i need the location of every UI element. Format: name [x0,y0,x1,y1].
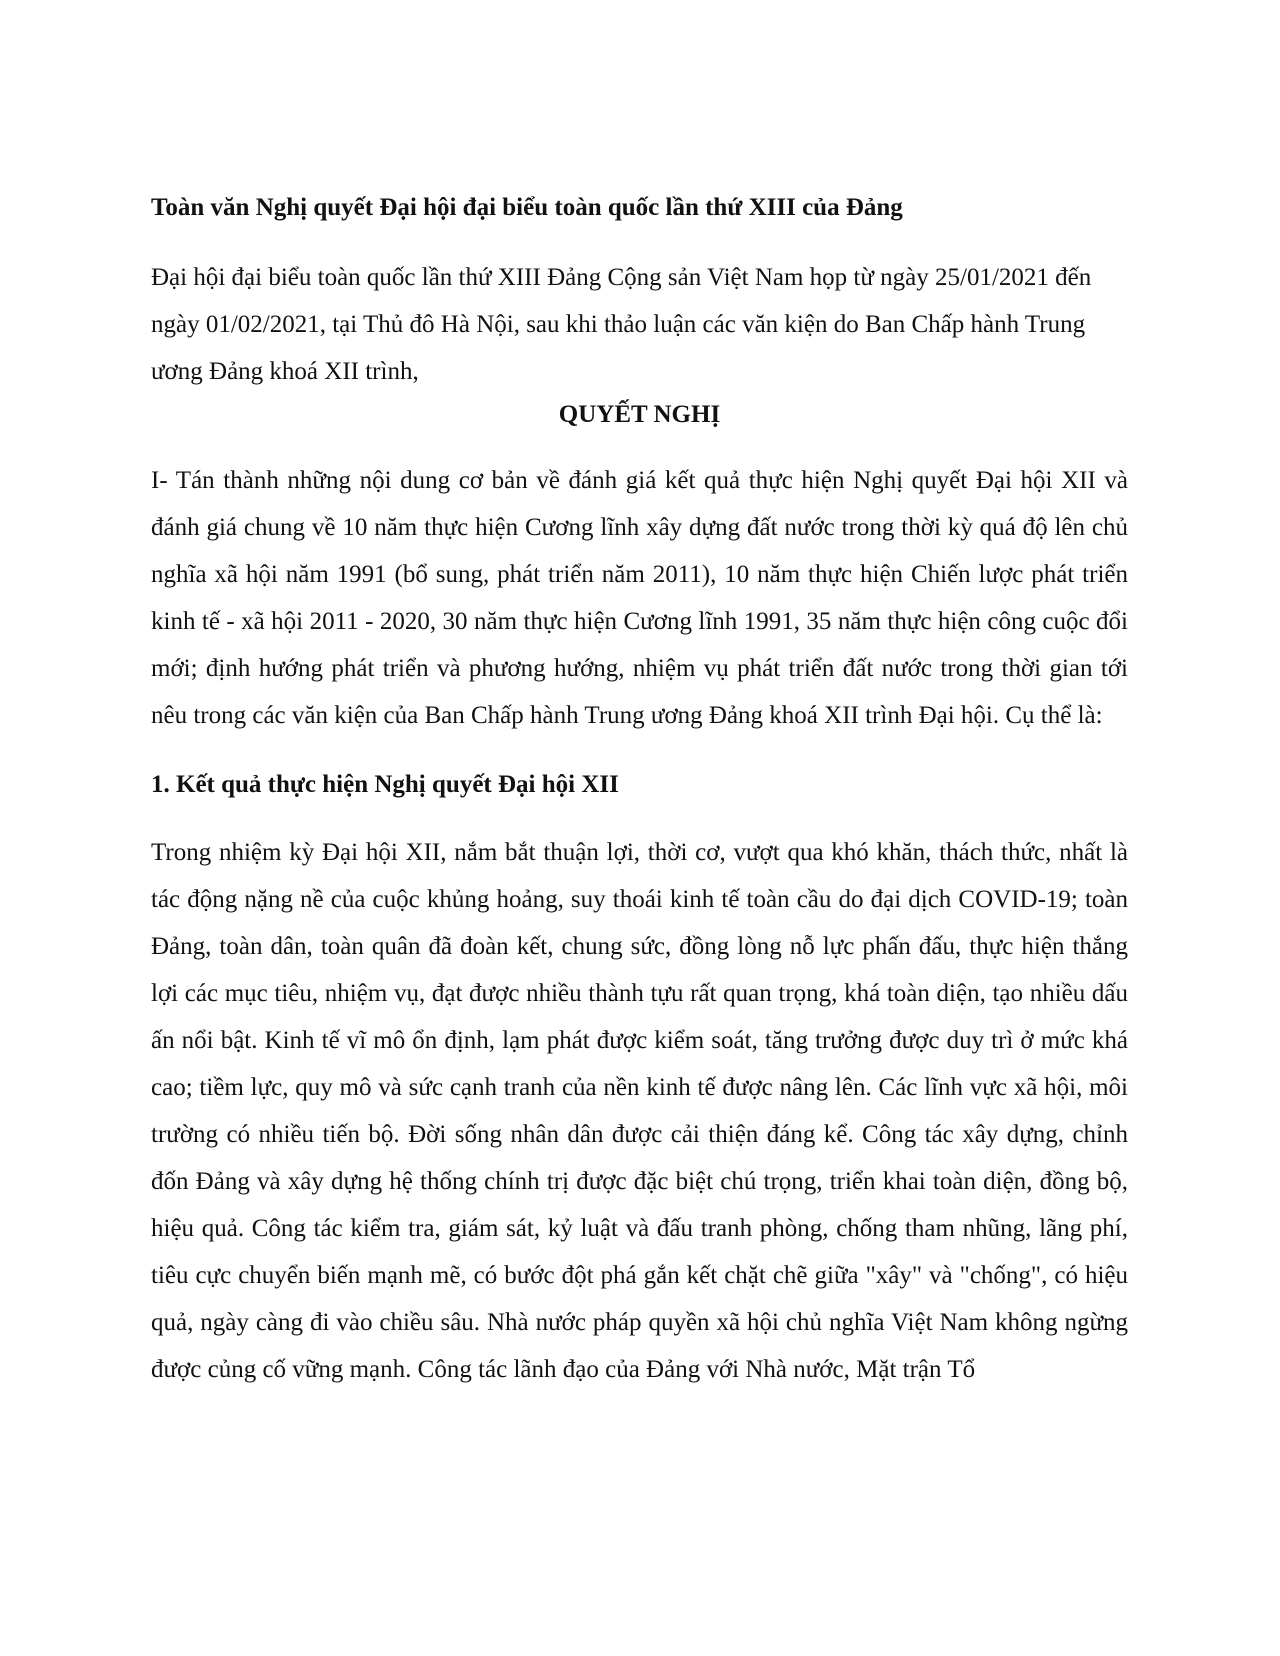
document-title: Toàn văn Nghị quyết Đại hội đại biểu toàn quốc lần thứ XIII của Đảng [151,194,903,221]
resolution-heading: QUYẾT NGHỊ [558,401,721,428]
section-i-paragraph: I- Tán thành những nội dung cơ bản về đánh giá kết quả thực hiện Nghị quyết Đại hội XII và đánh giá chung về 10 năm thực hiện Cương lĩnh xây dựng đất nước trong thời kỳ quá độ lên chủ nghĩa xã hội năm 1991 (bổ sung, phát triển năm 2011), 10 năm thực hiện Chiến lược phát triển kinh tế - xã hội 2011 - 2020, 30 năm thực hiện Cương lĩnh 1991, 35 năm thực hiện công cuộc đổi mới; định hướng phát triển và phương hướng, nhiệm vụ phát triển đất nước trong thời gian tới nêu trong các văn kiện của Ban Chấp hành Trung ương Đảng khoá XII trình Đại hội. Cụ thể là: [151,467,1128,729]
subsection-1-heading: 1. Kết quả thực hiện Nghị quyết Đại hội XII [151,771,619,798]
subsection-1-body: Trong nhiệm kỳ Đại hội XII, nắm bắt thuận lợi, thời cơ, vượt qua khó khăn, thách thức, nhất là tác động nặng nề của cuộc khủng hoảng, suy thoái kinh tế toàn cầu do đại dịch COVID-19; toàn Đảng, toàn dân, toàn quân đã đoàn kết, chung sức, đồng lòng nỗ lực phấn đấu, thực hiện thắng lợi các mục tiêu, nhiệm vụ, đạt được nhiều thành tựu rất quan trọng, khá toàn diện, tạo nhiều dấu ấn nổi bật. Kinh tế vĩ mô ổn định, lạm phát được kiểm soát, tăng trưởng được duy trì ở mức khá cao; tiềm lực, quy mô và sức cạnh tranh của nền kinh tế được nâng lên. Các lĩnh vực xã hội, môi trường có nhiều tiến bộ. Đời sống nhân dân được cải thiện đáng kể. Công tác xây dựng, chỉnh đốn Đảng và xây dựng hệ thống chính trị được đặc biệt chú trọng, triển khai toàn diện, đồng bộ, hiệu quả. Công tác kiểm tra, giám sát, kỷ luật và đấu tranh phòng, chống tham nhũng, lãng phí, tiêu cực chuyển biến mạnh mẽ, có bước đột phá gắn kết chặt chẽ giữa "xây" và "chống", có hiệu quả, ngày càng đi vào chiều sâu. Nhà nước pháp quyền xã hội chủ nghĩa Việt Nam không ngừng được củng cố vững mạnh. Công tác lãnh đạo của Đảng với Nhà nước, Mặt trận Tổ [151,839,1128,1383]
intro-paragraph: Đại hội đại biểu toàn quốc lần thứ XIII Đảng Cộng sản Việt Nam họp từ ngày 25/01/2021 đến ngày 01/02/2021, tại Thủ đô Hà Nội, sau khi thảo luận các văn kiện do Ban Chấp hành Trung ương Đảng khoá XII trình, [151,264,1092,385]
document-page [151,188,1128,1393]
